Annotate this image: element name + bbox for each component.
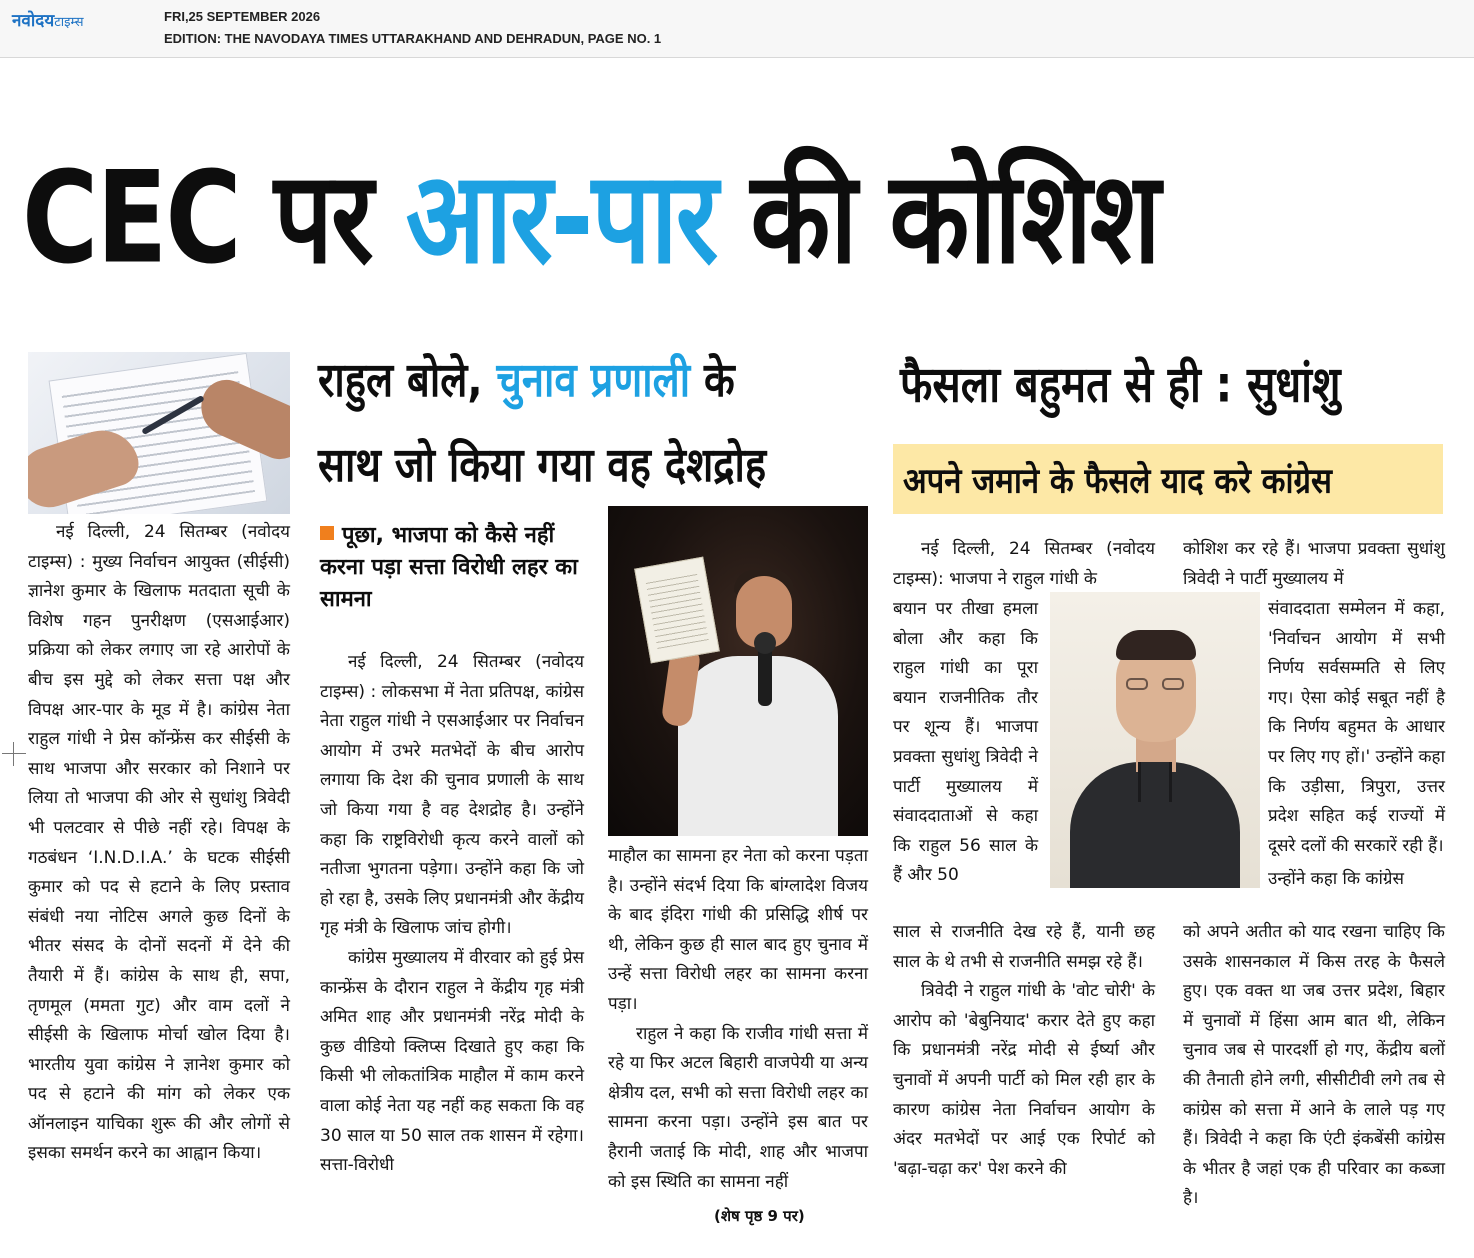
right-story-paragraph: उन्होंने कहा कि कांग्रेस [1268,869,1404,889]
right-story-paragraph: को अपने अतीत को याद रखना चाहिए कि उसके शासनकाल में किस तरह के फैसले हुए। एक वक्त था जब उत्तर प्रदेश, बिहार में चुनावों में हिंसा आम बात थी, लेकिन चुनाव जब से पारदर्शी हो गए, केंद्रीय बलों की तैनाती होने लगी, सीसीटीवी लगे तब से कांग्रेस को सत्ता में आने के लाले पड़ गए हैं। त्रिवेदी ने कहा कि एंटी इंकबेंसी कांग्रेस के भीतर है जहां एक ही परिवार का कब्जा है। [1183,922,1445,1209]
right-story-paragraph: साल से राजनीति देख रहे हैं, यानी छह साल के थे तभी से राजनीति समझ रहे हैं। [893,922,1155,972]
right-story-paragraph: त्रिवेदी ने राहुल गांधी के 'वोट चोरी' के आरोप को 'बेबुनियाद' करार देते हुए कहा कि प्रधानमंत्री नरेंद्र मोदी से ईर्ष्या और चुनावों में अपनी पार्टी को मिल रही हार के कारण कांग्रेस नेता निर्वाचन आयोग के अंदर मतभेदों पर आई एक रिपोर्ट को 'बढ़ा-चढ़ा कर' पेश करने की [893,981,1155,1179]
middle-story-paragraph: नई दिल्ली, 24 सितम्बर (नवोदय टाइम्स) : लोकसभा में नेता प्रतिपक्ष, कांग्रेस नेता राहुल गांधी ने एसआईआर पर निर्वाचन आयोग में उभरे मतभेदों के बीच आरोप लगाया कि देश की चुनाव प्रणाली के साथ जो किया गया है वह देशद्रोह है। उन्होंने कहा कि राष्ट्रविरोधी कृत्य करने वालों को नतीजा भुगतना पड़ेगा। उन्होंने कहा कि जो हो रहा है, उसके लिए प्रधानमंत्री और केंद्रीय गृह मंत्री के खिलाफ जांच होगी। [320,652,584,939]
document-shape [634,557,720,664]
kicker-text: पूछा, भाजपा को कैसे नहीं करना पड़ा सत्ता विरोधी लहर का सामना [320,523,578,612]
middle-story-paragraph: कांग्रेस मुख्यालय में वीरवार को हुई प्रेस कान्फ्रेंस के दौरान राहुल ने केंद्रीय गृह मंत्री अमित शाह और प्रधानमंत्री नरेंद्र मोदी के कुछ वीडियो क्लिप्स दिखाते हुए कहा कि किसी भी लोकतांत्रिक माहौल में काम करने वाला कोई नेता यह नहीं कह सकता कि वह 30 साल या 50 साल तक शासन में रहेगा। सत्ता-विरोधी [320,947,584,1176]
middle-headline-line-2: साथ जो किया गया वह देशद्रोह [318,438,767,493]
newspaper-logo[interactable] [12,8,84,31]
left-story-body [28,518,290,1169]
middle-headline-part-3: के [690,353,735,408]
glasses-icon [1162,678,1184,690]
middle-story-headline [318,338,870,508]
rahul-gandhi-press-photo [608,506,868,836]
headline-part-2: आर-पार [405,143,717,293]
middle-headline-part-1: राहुल बोले, [318,353,497,408]
middle-story-column-2 [608,842,868,1197]
logo-sub: टाइम्स [54,15,84,30]
microphone-head-shape [754,632,776,654]
orange-bullet-icon [320,526,334,540]
continued-on-page-link[interactable]: (शेष पृष्ठ 9 पर) [714,1207,805,1225]
middle-headline-line-1 [318,338,870,423]
middle-story-column-1 [320,648,584,1181]
edition-header [0,0,1474,58]
middle-story-paragraph: माहौल का सामना हर नेता को करना पड़ता है। उन्होंने संदर्भ दिया कि बांग्लादेश विजय के बाद इंदिरा गांधी की प्रसिद्धि शीर्ष पर थी, लेकिन कुछ ही साल बाद हुए चुनाव में उन्हें सत्ता विरोधी लहर का सामना करना पड़ा। [608,846,868,1014]
right-story-headline: फैसला बहुमत से ही : सुधांशु [900,355,1341,414]
right-story-column-1-bottom [893,918,1155,1184]
edition-date: FRI,25 SEPTEMBER 2026 [164,9,321,24]
sudhanshu-trivedi-portrait [1050,592,1260,888]
logo-main: नवोदय [12,11,55,31]
voter-list-photo [28,352,290,514]
right-story-paragraph: कोशिश कर रहे हैं। भाजपा प्रवक्ता सुधांशु त्रिवेदी ने पार्टी मुख्यालय में [1183,539,1445,589]
hair-shape [1116,630,1196,660]
right-story-paragraph: नई दिल्ली, 24 सितम्बर (नवोदय टाइम्स): भाजपा ने राहुल गांधी के [893,539,1155,589]
story-kicker [320,520,590,616]
middle-story-paragraph: राहुल ने कहा कि राजीव गांधी सत्ता में रहे या फिर अटल बिहारी वाजपेयी या अन्य क्षेत्रीय दल, सभी को सत्ता विरोधी लहर का सामना करना पड़ा। उन्होंने इस बात पर हैरानी जताई कि मोदी, शाह और भाजपा को इस स्थिति का सामना नहीं [608,1023,868,1192]
left-story-paragraph: नई दिल्ली, 24 सितम्बर (नवोदय टाइम्स) : मुख्य निर्वाचन आयुक्त (सीईसी) ज्ञानेश कुमार के खिलाफ मतदाता सूची के विशेष गहन पुनरीक्षण (एसआईआर) प्रक्रिया को लेकर लगाए जा रहे आरोपों के बीच इस मुद्दे को लेकर सत्ता पक्ष और विपक्ष आर-पार के मूड में है। कांग्रेस नेता राहुल गांधी ने प्रेस कॉन्फ्रेंस कर सीईसी के साथ भाजपा और सरकार को निशाने पर लिया तो भाजपा की ओर से सुधांशु त्रिवेदी भी पलटवार से पीछे नहीं रहे। विपक्ष के गठबंधन ‘I.N.D.I.A.’ के घटक सीईसी कुमार को पद से हटाने के लिए प्रस्ताव संबंधी नया नोटिस अगले कुछ दिनों के भीतर संसद के दोनों सदनों में देने की तैयारी में हैं। कांग्रेस के साथ ही, सपा, तृणमूल (ममता गुट) और वाम दलों ने सीईसी के खिलाफ मोर्चा खोल दिया है। भारतीय युवा कांग्रेस ने ज्ञानेश कुमार को पद से हटाने की मांग को लेकर एक ऑनलाइन याचिका शुरू की और लोगों से इसका समर्थन करने का आह्वान किया। [28,522,290,1164]
right-story-column-1-top [893,535,1155,594]
headline-part-1: CEC पर [22,143,406,293]
right-story-column-2-wrap [1268,595,1445,861]
right-story-column-2-bottom [1183,918,1445,1214]
right-story-column-2-wrap-end [1268,865,1445,895]
headline-part-3: की कोशिश [716,143,1159,293]
right-story-column-1-wrap [893,595,1038,891]
right-story-paragraph: संवाददाता सम्मेलन में कहा, 'निर्वाचन आयोग में सभी निर्णय सर्वसम्मति से लिए गए। ऐसा कोई सबूत नहीं है कि निर्णय बहुमत के आधार पर लिए गए हों।' उन्होंने कहा कि उड़ीसा, त्रिपुरा, उत्तर प्रदेश सहित कई राज्यों में दूसरे दलों की सरकारें रही हैं। [1268,599,1445,856]
edition-info: EDITION: THE NAVODAYA TIMES UTTARAKHAND AND DEHRADUN, PAGE NO. 1 [164,31,662,46]
main-headline [22,108,1462,352]
glasses-icon [1126,678,1148,690]
middle-headline-part-2: चुनाव प्रणाली [496,353,691,408]
banner-text: अपने जमाने के फैसले याद करे कांग्रेस [903,460,1332,502]
right-story-column-2-top [1183,535,1445,594]
crop-mark-icon [2,742,26,766]
collar-shape [1138,762,1172,802]
right-story-paragraph: बयान पर तीखा हमला बोला और कहा कि राहुल गांधी का पूरा बयान राजनीतिक तौर पर शून्य हैं। भाजपा प्रवक्ता सुधांशु त्रिवेदी ने पार्टी मुख्यालय में संवाददाताओं से कहा कि राहुल 56 साल के हैं और 50 [893,599,1038,886]
right-story-banner [893,444,1443,514]
